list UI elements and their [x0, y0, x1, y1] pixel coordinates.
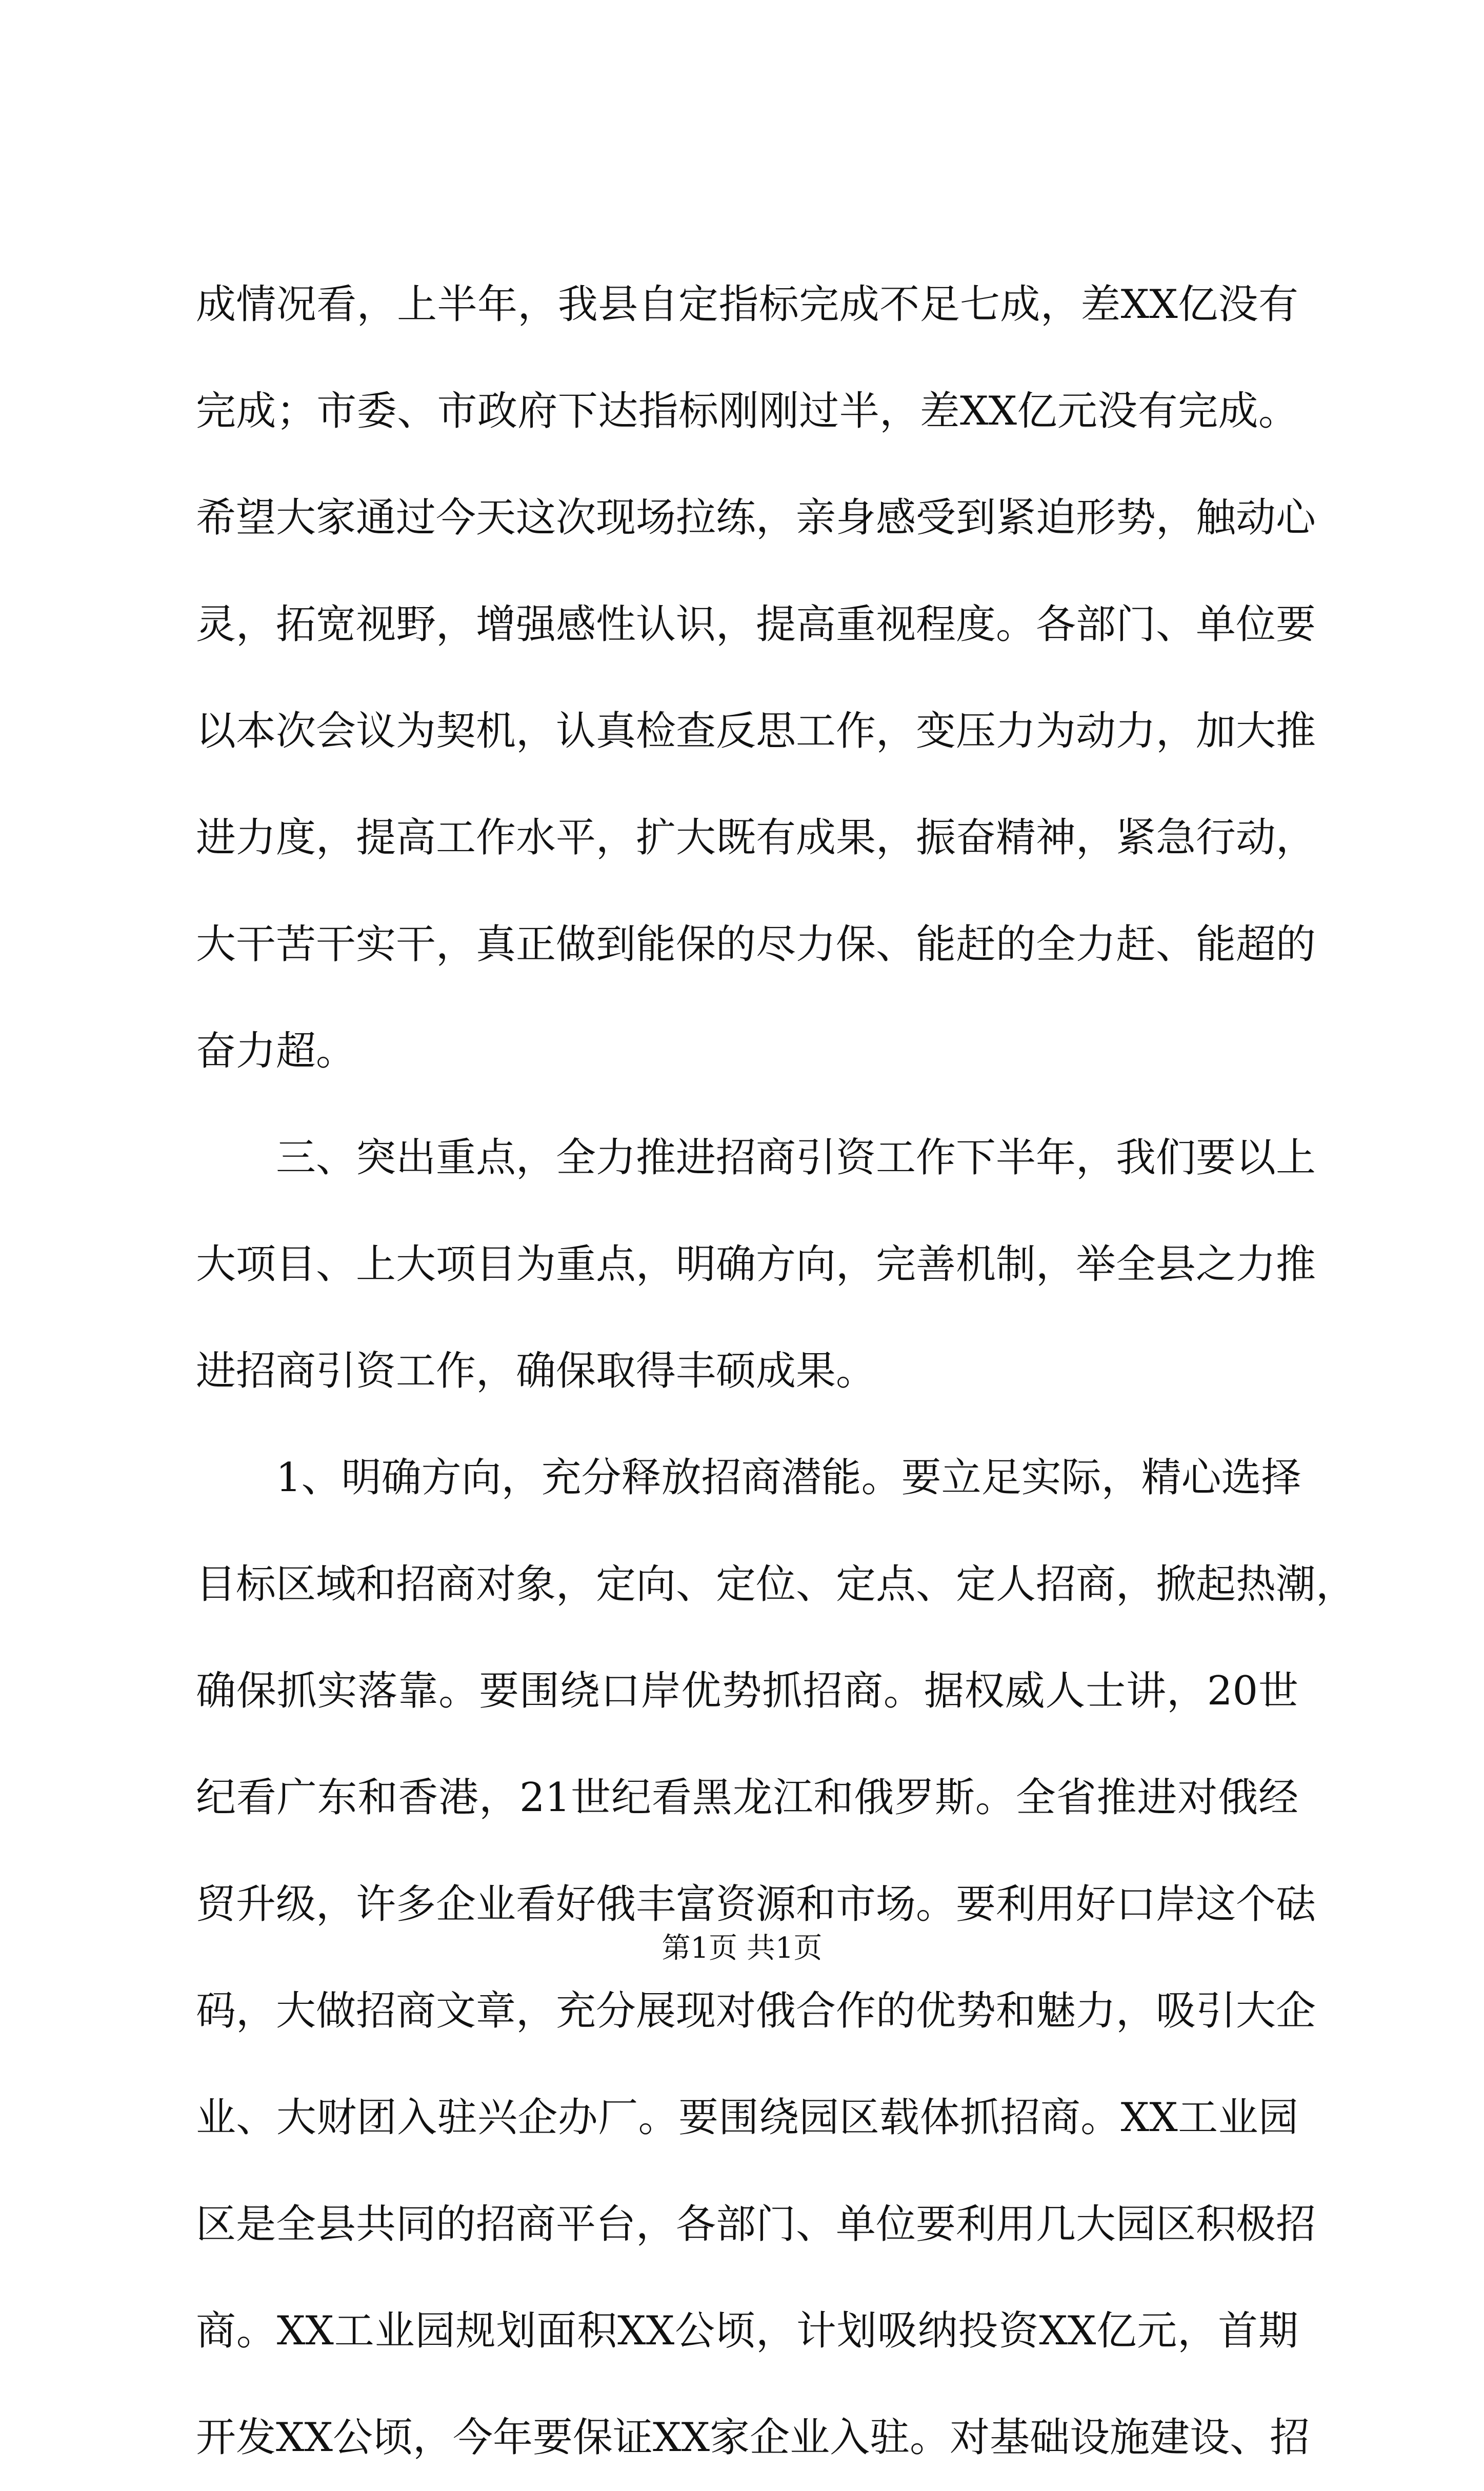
text-line: 开发XX公顷，今年要保证XX家企业入驻。对基础设施建设、招 [196, 2415, 1310, 2461]
text-line: 确保抓实落靠。要围绕口岸优势抓招商。据权威人士讲，20世 [196, 1668, 1298, 1714]
text-line: 完成；市委、市政府下达指标刚刚过半，差XX亿元没有完成。 [196, 388, 1298, 434]
text-line: 以本次会议为契机，认真检查反思工作，变压力为动力，加大推 [196, 708, 1316, 754]
text-line: 希望大家通过今天这次现场拉练，亲身感受到紧迫形势，触动心 [196, 495, 1316, 541]
text-line: 成情况看，上半年，我县自定指标完成不足七成，差XX亿没有 [196, 282, 1298, 328]
text-line: 业、大财团入驻兴企办厂。要围绕园区载体抓招商。XX工业园 [196, 2095, 1298, 2141]
text-line: 商。XX工业园规划面积XX公顷，计划吸纳投资XX亿元，首期 [196, 2308, 1298, 2354]
text-line: 大项目、上大项目为重点，明确方向，完善机制，举全县之力推 [196, 1241, 1316, 1288]
text-line: 纪看广东和香港，21世纪看黑龙江和俄罗斯。全省推进对俄经 [196, 1775, 1298, 1821]
body-text [196, 251, 1356, 2491]
paragraph-first-line: 1、明确方向，充分释放招商潜能。要立足实际，精心选择 [276, 1455, 1301, 1501]
text-line: 区是全县共同的招商平台，各部门、单位要利用几大园区积极招 [196, 2201, 1316, 2247]
text-line: 贸升级，许多企业看好俄丰富资源和市场。要利用好口岸这个砝 [196, 1881, 1316, 1927]
text-line: 灵，拓宽视野，增强感性认识，提高重视程度。各部门、单位要 [196, 601, 1316, 648]
section-heading-line: 三、突出重点，全力推进招商引资工作下半年，我们要以上 [276, 1135, 1316, 1181]
text-line: 奋力超。 [196, 1028, 356, 1074]
text-line: 进招商引资工作，确保取得丰硕成果。 [196, 1348, 876, 1394]
text-line: 大干苦干实干，真正做到能保的尽力保、能赶的全力赶、能超的 [196, 921, 1316, 968]
text-line: 码，大做招商文章，充分展现对俄合作的优势和魅力，吸引大企 [196, 1988, 1316, 2034]
page-footer: 第1页 共1页 [661, 1932, 823, 1965]
text-line: 进力度，提高工作水平，扩大既有成果，振奋精神，紧急行动， [196, 815, 1316, 861]
text-line: 目标区域和招商对象，定向、定位、定点、定人招商，掀起热潮， [196, 1561, 1356, 1608]
